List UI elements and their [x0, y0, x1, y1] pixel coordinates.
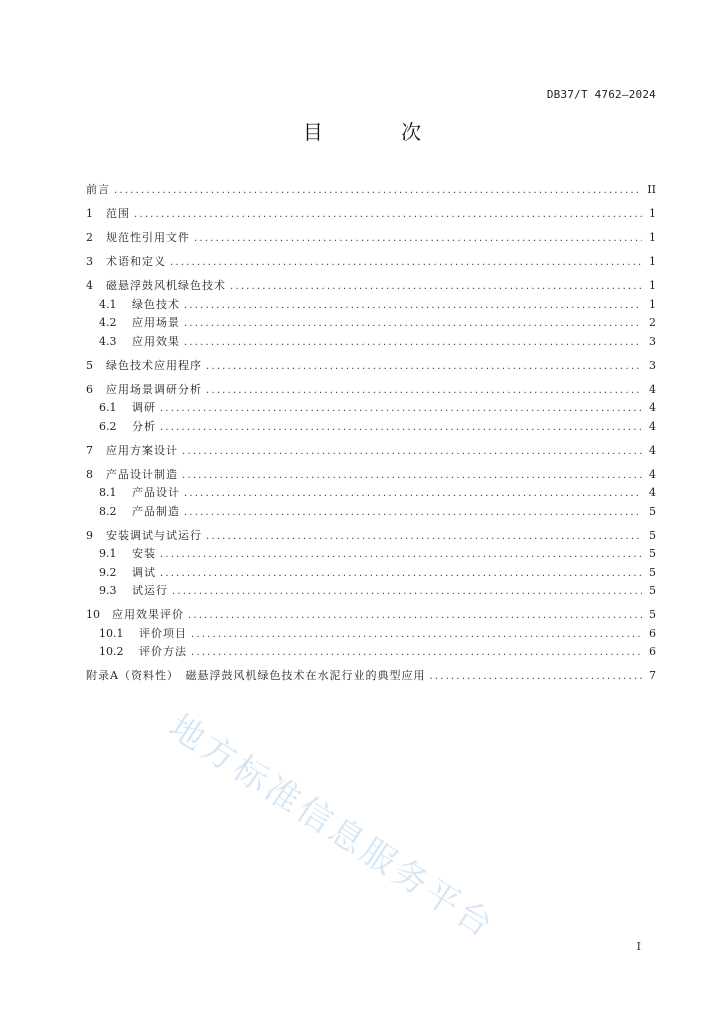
- toc-entry[interactable]: [86, 503, 656, 522]
- toc-leader-dots: [206, 382, 642, 400]
- toc-entry-title: 调试: [132, 565, 156, 579]
- toc-entry-page: 1: [649, 297, 656, 311]
- toc-entry-page: 5: [649, 547, 656, 560]
- toc-entry-title: 应用效果评价: [112, 608, 184, 621]
- toc-leader-dots: [429, 668, 642, 686]
- toc-entry-page: 3: [649, 358, 656, 372]
- toc-entry-title: 评价方法: [139, 645, 187, 658]
- toc-entry-title: 绿色技术: [132, 297, 180, 311]
- toc-entry-title: 分析: [132, 419, 156, 433]
- toc-entry[interactable]: [86, 606, 656, 625]
- standard-code: DB37/T 4762—2024: [546, 88, 656, 101]
- toc-entry-title: 前言: [86, 183, 110, 196]
- toc-entry[interactable]: [86, 399, 656, 418]
- toc-leader-dots: [188, 607, 642, 625]
- toc-entry-title: 调研: [132, 401, 156, 414]
- toc-leader-dots: [114, 182, 642, 200]
- toc-entry-number: 9.3: [99, 584, 117, 597]
- toc-entry-title: 评价项目: [139, 626, 187, 640]
- toc-entry-page: 4: [649, 382, 656, 396]
- toc-entry-page: 5: [649, 528, 656, 542]
- toc-entry-page: 5: [649, 565, 656, 579]
- toc-entry-title: 应用方案设计: [106, 443, 178, 457]
- toc-leader-dots: [206, 358, 642, 376]
- toc-entry-page: 6: [649, 645, 656, 658]
- toc-entry-page: 4: [649, 443, 656, 457]
- toc-entry[interactable]: [86, 667, 656, 686]
- toc-leader-dots: [160, 546, 642, 564]
- toc-leader-dots: [191, 626, 642, 644]
- toc-leader-dots: [206, 528, 642, 546]
- toc-entry[interactable]: [86, 484, 656, 503]
- toc-entry-title: 产品制造: [132, 504, 180, 518]
- toc-entry-number: 6.1: [99, 401, 117, 414]
- toc-entry-page: 4: [649, 419, 656, 433]
- toc-leader-dots: [172, 583, 642, 601]
- toc-entry-title: 磁悬浮鼓风机绿色技术: [106, 279, 226, 292]
- toc-entry-number: 4.2: [99, 316, 117, 329]
- toc-entry-title: 试运行: [132, 584, 168, 597]
- toc-entry-number: 2: [86, 231, 93, 244]
- toc-entry-number: 6: [86, 382, 93, 396]
- toc-entry-title: 范围: [106, 207, 130, 220]
- toc-entry-number: 10.1: [99, 626, 124, 640]
- toc-leader-dots: [191, 644, 642, 662]
- toc-entry-number: 4.1: [99, 297, 117, 311]
- toc-entry-page: 7: [649, 669, 656, 682]
- toc-leader-dots: [194, 230, 642, 248]
- page-number: I: [636, 940, 641, 953]
- toc-entry-number: 4.3: [99, 334, 117, 348]
- toc-entry-number: 7: [86, 443, 93, 457]
- toc-entry-title: 应用场景调研分析: [106, 382, 202, 396]
- toc-entry-title: 应用场景: [132, 316, 180, 329]
- toc-entry-page: 5: [649, 504, 656, 518]
- toc-entry-title: 安装调试与试运行: [106, 528, 202, 542]
- toc-heading: 目 次: [302, 120, 458, 144]
- toc-leader-dots: [160, 400, 642, 418]
- watermark: 地方标准信息服务平台: [161, 706, 503, 948]
- toc-entry[interactable]: [86, 466, 656, 485]
- toc-entry-page: 1: [649, 255, 656, 268]
- toc-entry-page: 3: [649, 334, 656, 348]
- toc-leader-dots: [134, 206, 642, 224]
- toc-entry-title: 规范性引用文件: [106, 231, 190, 244]
- toc-entry-number: 6.2: [99, 419, 117, 433]
- toc-entry-page: 4: [649, 467, 656, 481]
- toc-entry[interactable]: [86, 357, 656, 376]
- toc-entry[interactable]: [86, 418, 656, 437]
- toc-entry-number: 8: [86, 467, 93, 481]
- toc-leader-dots: [182, 443, 642, 461]
- toc-entry-number: 9.2: [99, 565, 117, 579]
- toc-entry[interactable]: [86, 253, 656, 272]
- toc-entry[interactable]: [86, 582, 656, 601]
- toc-entry-page: 1: [649, 207, 656, 220]
- toc-entry-page: 1: [649, 231, 656, 244]
- toc-entry[interactable]: [86, 229, 656, 248]
- toc-entry-number: 9: [86, 528, 93, 542]
- toc-entry-title: 应用效果: [132, 334, 180, 348]
- toc-entry[interactable]: [86, 442, 656, 461]
- table-of-contents: [86, 181, 656, 686]
- toc-entry-page: 1: [649, 279, 656, 292]
- toc-entry[interactable]: [86, 205, 656, 224]
- toc-entry-number: 1: [86, 207, 93, 220]
- toc-entry-page: 5: [649, 608, 656, 621]
- toc-entry[interactable]: [86, 333, 656, 352]
- toc-entry-title: 绿色技术应用程序: [106, 358, 202, 372]
- toc-leader-dots: [160, 565, 642, 583]
- toc-leader-dots: [184, 504, 642, 522]
- toc-entry[interactable]: [86, 181, 656, 200]
- toc-leader-dots: [184, 334, 642, 352]
- toc-entry-number: 3: [86, 255, 93, 268]
- toc-entry-number: 10.2: [99, 645, 124, 658]
- toc-leader-dots: [182, 467, 642, 485]
- toc-leader-dots: [160, 419, 642, 437]
- toc-leader-dots: [184, 315, 642, 333]
- toc-leader-dots: [170, 254, 642, 272]
- toc-entry-page: 4: [649, 401, 656, 414]
- toc-entry[interactable]: [86, 545, 656, 564]
- toc-entry-title: 产品设计: [132, 486, 180, 499]
- toc-entry-number: 9.1: [99, 547, 117, 560]
- toc-entry-title: 产品设计制造: [106, 467, 178, 481]
- toc-entry-number: 10: [86, 608, 100, 621]
- toc-entry-title: 附录A（资料性） 磁悬浮鼓风机绿色技术在水泥行业的典型应用: [86, 669, 426, 682]
- toc-entry-number: 5: [86, 358, 93, 372]
- toc-entry-number: 4: [86, 279, 93, 292]
- toc-entry-number: 8.2: [99, 504, 117, 518]
- toc-entry-number: 8.1: [99, 486, 117, 499]
- toc-entry[interactable]: [86, 625, 656, 644]
- toc-leader-dots: [184, 485, 642, 503]
- toc-entry[interactable]: [86, 381, 656, 400]
- toc-entry[interactable]: [86, 277, 656, 296]
- toc-leader-dots: [230, 278, 642, 296]
- toc-entry-page: 4: [649, 486, 656, 499]
- toc-entry-page: II: [647, 183, 656, 196]
- toc-entry[interactable]: [86, 527, 656, 546]
- toc-entry-title: 术语和定义: [106, 255, 166, 268]
- toc-entry[interactable]: [86, 314, 656, 333]
- toc-entry-page: 6: [649, 626, 656, 640]
- toc-leader-dots: [184, 297, 642, 315]
- toc-entry-page: 5: [649, 584, 656, 597]
- toc-entry[interactable]: [86, 296, 656, 315]
- toc-entry-page: 2: [649, 316, 656, 329]
- toc-entry[interactable]: [86, 643, 656, 662]
- toc-entry-title: 安装: [132, 547, 156, 560]
- toc-entry[interactable]: [86, 564, 656, 583]
